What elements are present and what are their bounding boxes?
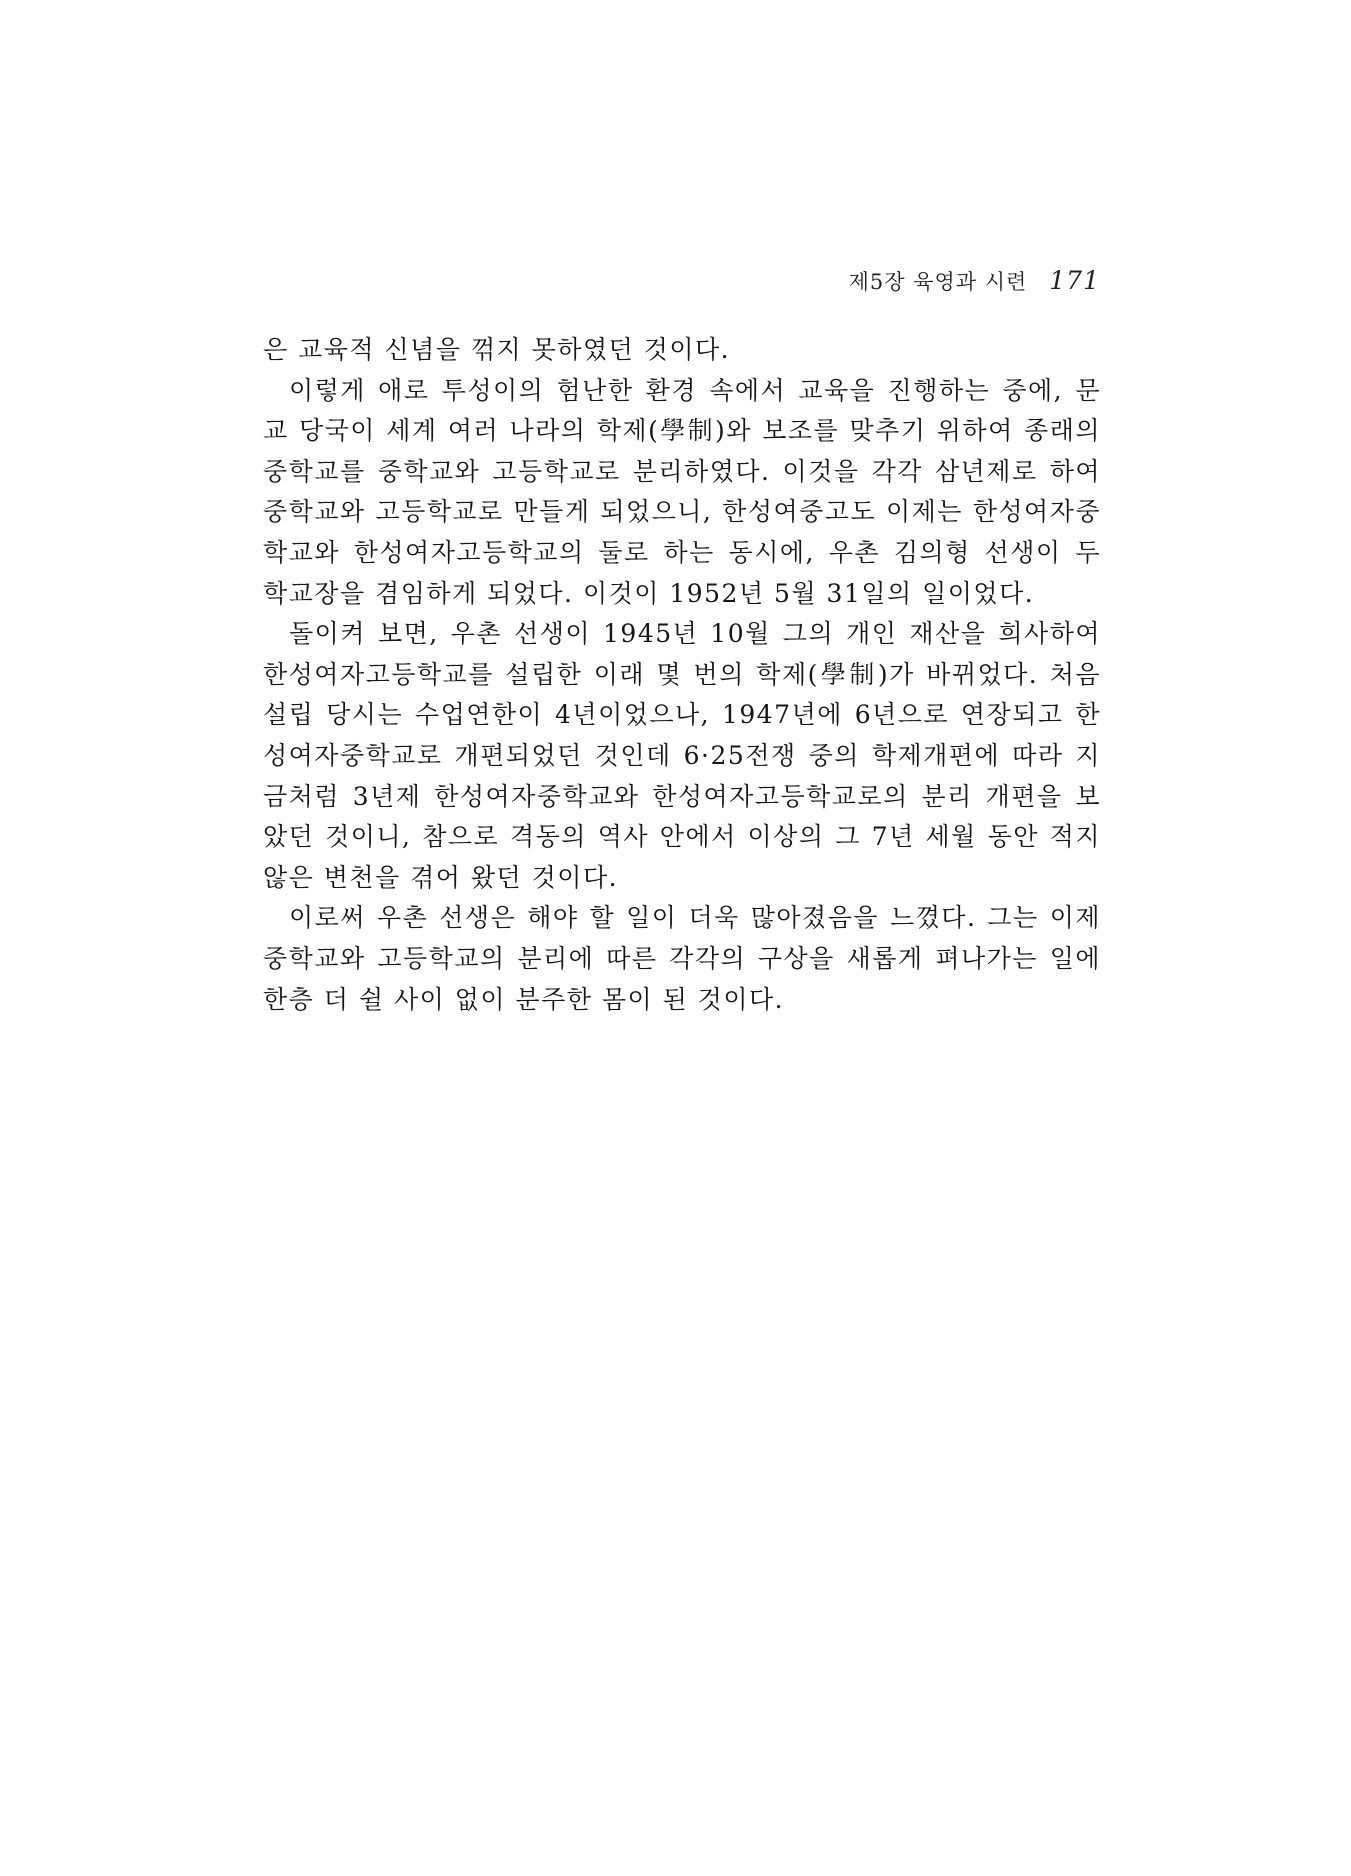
chapter-title: 제5장 육영과 시련 xyxy=(848,270,1028,294)
paragraph: 돌이켜 보면, 우촌 선생이 1945년 10월 그의 개인 재산을 희사하여 한성여자고등학교를 설립한 이래 몇 번의 학제(學制)가 바뀌었다. 처음 설립 당시는 수업연한이 4년이었으나, 1947년에 6년으로 연장되고 한성여자중학교로 개편되었던 것인데 6·25전쟁 중의 학제개편에 따라 지금처럼 3년제 한성여자중학교와 한성여자고등학교로의 분리 개편을 보았던 것이니, 참으로 격동의 역사 안에서 이상의 그 7년 세월 동안 적지 않은 변천을 겪어 왔던 것이다. xyxy=(263,619,1101,892)
paragraph: 이로써 우촌 선생은 해야 할 일이 더욱 많아졌음을 느꼈다. 그는 이제 중학교와 고등학교의 분리에 따른 각각의 구상을 새롭게 펴나가는 일에 한층 더 쉴 사이 없이 분주한 몸이 된 것이다. xyxy=(263,903,1101,1014)
page-number: 171 xyxy=(1049,266,1100,295)
paragraph-continued: 은 교육적 신념을 꺾지 못하였던 것이다. xyxy=(263,335,731,364)
body-text xyxy=(263,330,1101,1020)
paragraph: 이렇게 애로 투성이의 험난한 환경 속에서 교육을 진행하는 중에, 문교 당국이 세계 여러 나라의 학제(學制)와 보조를 맞추기 위하여 종래의 중학교를 중학교와 고등학교로 분리하였다. 이것을 각각 삼년제로 하여 중학교와 고등학교로 만들게 되었으니, 한성여중고도 이제는 한성여자중학교와 한성여자고등학교의 둘로 하는 동시에, 우촌 김의형 선생이 두 학교장을 겸임하게 되었다. 이것이 1952년 5월 31일의 일이었다. xyxy=(263,375,1101,608)
running-head xyxy=(700,266,1100,297)
